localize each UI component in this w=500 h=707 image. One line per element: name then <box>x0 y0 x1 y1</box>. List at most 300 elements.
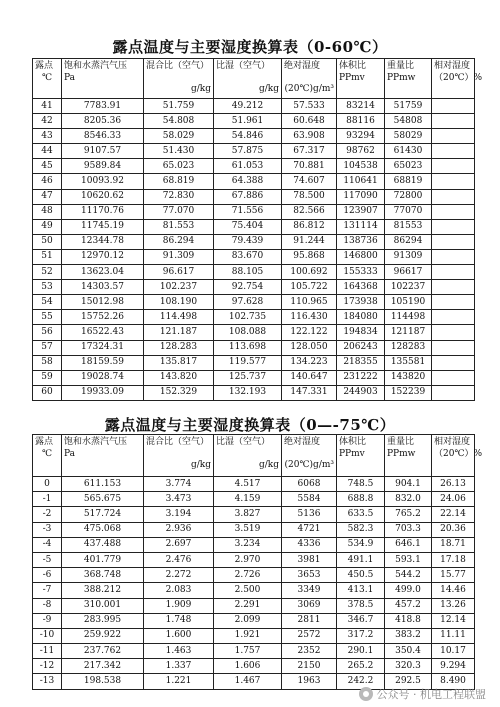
table-cell: 123907 <box>337 204 385 219</box>
table-cell: 63.908 <box>282 129 337 144</box>
table-cell: 265.2 <box>337 659 385 674</box>
table-cell: 10093.92 <box>62 174 144 189</box>
column-header <box>282 59 337 99</box>
table-cell: 9589.84 <box>62 159 144 174</box>
table-cell: 206243 <box>337 340 385 355</box>
table-cell: -13 <box>33 674 62 689</box>
table-cell: 61.053 <box>214 159 282 174</box>
table-cell: 65023 <box>385 159 432 174</box>
table-cell: 71.556 <box>214 204 282 219</box>
table1-title: 露点温度与主要湿度换算表（0-60℃） <box>112 38 388 56</box>
table-cell: 218355 <box>337 355 385 370</box>
table-cell: 83214 <box>337 99 385 114</box>
table-cell: 49.212 <box>214 99 282 114</box>
table-cell: 57.533 <box>282 99 337 114</box>
table-cell: 3653 <box>282 568 337 583</box>
table-cell: 8.490 <box>432 674 475 689</box>
table-cell: 2.272 <box>144 568 214 583</box>
column-header-name: 绝对湿度 <box>284 61 321 71</box>
table-cell: 100.692 <box>282 265 337 280</box>
column-header-name: 饱和水蒸汽气压 <box>64 61 128 71</box>
table-row <box>33 659 475 674</box>
table-cell: 9107.57 <box>62 144 144 159</box>
table-cell: -6 <box>33 568 62 583</box>
table-cell: 184080 <box>337 310 385 325</box>
table-cell: -1 <box>33 492 62 507</box>
table-cell: 4336 <box>282 537 337 552</box>
table-cell: 58029 <box>385 129 432 144</box>
table-cell: 54.808 <box>144 114 214 129</box>
table-cell: 108.088 <box>214 325 282 340</box>
table-cell: 11745.19 <box>62 219 144 234</box>
table-cell: 43 <box>33 129 62 144</box>
column-header-unit: ℃ <box>41 73 53 83</box>
table-cell: 67.317 <box>282 144 337 159</box>
table-cell <box>432 219 475 234</box>
table-cell: 18159.59 <box>62 355 144 370</box>
column-header <box>385 435 432 477</box>
table-cell: 4.517 <box>214 477 282 492</box>
table-cell: 114498 <box>385 310 432 325</box>
table-cell: 290.1 <box>337 644 385 659</box>
table-cell: 91309 <box>385 249 432 264</box>
table-cell: 121.187 <box>144 325 214 340</box>
table-cell <box>432 174 475 189</box>
table-cell: 457.2 <box>385 598 432 613</box>
table-cell: 68819 <box>385 174 432 189</box>
table-cell: 102.237 <box>144 280 214 295</box>
column-header-name: 饱和水蒸汽气压 <box>64 437 128 447</box>
table-cell: 11.11 <box>432 628 475 643</box>
table2-title: 露点温度与主要湿度换算表（0—-75℃） <box>104 416 396 434</box>
table-cell: 51 <box>33 249 62 264</box>
table-cell: 3.774 <box>144 477 214 492</box>
table-cell: 121187 <box>385 325 432 340</box>
table-cell: 2.500 <box>214 583 282 598</box>
table-row <box>33 507 475 522</box>
table-cell: 2.970 <box>214 552 282 567</box>
table-cell: -8 <box>33 598 62 613</box>
table-cell: 5584 <box>282 492 337 507</box>
table-cell: 95.868 <box>282 249 337 264</box>
column-header-name: 比湿（空气） <box>216 61 271 71</box>
table-cell: 244903 <box>337 385 385 400</box>
table-cell: 58.029 <box>144 129 214 144</box>
table-cell: 18.71 <box>432 537 475 552</box>
table-cell <box>432 129 475 144</box>
dewpoint-table-high <box>32 58 483 401</box>
table-cell: 2.697 <box>144 537 214 552</box>
table-cell: 79.439 <box>214 234 282 249</box>
table-cell: 292.5 <box>385 674 432 689</box>
table-cell: 65.023 <box>144 159 214 174</box>
column-header <box>144 435 214 477</box>
table-cell: 48 <box>33 204 62 219</box>
table-cell: -9 <box>33 613 62 628</box>
column-header-unit: PPmw <box>387 73 416 83</box>
table-cell: 113.698 <box>214 340 282 355</box>
table-cell: 2572 <box>282 628 337 643</box>
table-cell: 1.463 <box>144 644 214 659</box>
table-cell: 128.283 <box>144 340 214 355</box>
table-cell: 70.881 <box>282 159 337 174</box>
table-cell: 75.404 <box>214 219 282 234</box>
table-cell: 51.759 <box>144 99 214 114</box>
column-header-unit: Pa <box>64 73 76 83</box>
column-header <box>33 59 62 99</box>
table-cell: 418.8 <box>385 613 432 628</box>
table-cell: 544.2 <box>385 568 432 583</box>
table-row <box>33 219 475 234</box>
table-cell: 61430 <box>385 144 432 159</box>
table-cell: 132.193 <box>214 385 282 400</box>
table-cell: 53 <box>33 280 62 295</box>
table-cell: 242.2 <box>337 674 385 689</box>
table-row <box>33 355 475 370</box>
column-header-unit: (20℃)g/m³ <box>284 460 334 470</box>
table-cell: 143.820 <box>144 370 214 385</box>
table-row <box>33 583 475 598</box>
table-cell: 93294 <box>337 129 385 144</box>
table-cell: 91.309 <box>144 249 214 264</box>
column-header-unit: ℃ <box>41 449 53 459</box>
wechat-icon <box>359 687 373 701</box>
table-cell: -12 <box>33 659 62 674</box>
table-cell: 1.606 <box>214 659 282 674</box>
table-cell: 22.14 <box>432 507 475 522</box>
table-row <box>33 280 475 295</box>
table-row <box>33 537 475 552</box>
table-cell: 152.329 <box>144 385 214 400</box>
table-cell: 77.070 <box>144 204 214 219</box>
table-cell: 517.724 <box>62 507 144 522</box>
table-row <box>33 325 475 340</box>
column-header <box>282 435 337 477</box>
column-header-unit: g/kg <box>190 460 211 470</box>
table-cell <box>432 99 475 114</box>
column-header-unit: g/kg <box>190 84 211 94</box>
table-cell: -7 <box>33 583 62 598</box>
table-cell: 98762 <box>337 144 385 159</box>
table-cell <box>432 265 475 280</box>
watermark <box>359 686 487 702</box>
column-header-name: 混合比（空气） <box>146 61 210 71</box>
table-cell: 3.234 <box>214 537 282 552</box>
table-row <box>33 598 475 613</box>
table-cell: 147.331 <box>282 385 337 400</box>
table-cell: 88.105 <box>214 265 282 280</box>
table-cell: 231222 <box>337 370 385 385</box>
table-cell: 86.812 <box>282 219 337 234</box>
table-cell <box>432 280 475 295</box>
table-cell: 86.294 <box>144 234 214 249</box>
table-cell <box>432 204 475 219</box>
table-cell: 50 <box>33 234 62 249</box>
table-row <box>33 129 475 144</box>
table-cell: 86294 <box>385 234 432 249</box>
table-cell: 97.628 <box>214 295 282 310</box>
table-cell: 135.817 <box>144 355 214 370</box>
table-cell: 1.600 <box>144 628 214 643</box>
table-cell <box>432 159 475 174</box>
table-cell: 2.083 <box>144 583 214 598</box>
table-cell: 119.577 <box>214 355 282 370</box>
table-cell: 2811 <box>282 613 337 628</box>
table-cell: 72800 <box>385 189 432 204</box>
table-cell: 60.648 <box>282 114 337 129</box>
table-row <box>33 370 475 385</box>
table-cell: 17324.31 <box>62 340 144 355</box>
table-cell: 51759 <box>385 99 432 114</box>
table-row <box>33 265 475 280</box>
table-cell: -10 <box>33 628 62 643</box>
table-cell: 499.0 <box>385 583 432 598</box>
table-cell: 3981 <box>282 552 337 567</box>
table-row <box>33 189 475 204</box>
table-cell: 2.726 <box>214 568 282 583</box>
table-cell: 765.2 <box>385 507 432 522</box>
column-header <box>432 435 483 477</box>
table-cell: 77070 <box>385 204 432 219</box>
table-row <box>33 99 475 114</box>
table-row <box>33 568 475 583</box>
table-cell: 104538 <box>337 159 385 174</box>
table-cell: 1.337 <box>144 659 214 674</box>
table-cell: 67.886 <box>214 189 282 204</box>
table-cell: 688.8 <box>337 492 385 507</box>
table-row <box>33 340 475 355</box>
column-header-unit: (20℃)g/m³ <box>284 84 334 94</box>
column-header-unit: （20℃）% <box>434 449 483 459</box>
table-cell: 2.099 <box>214 613 282 628</box>
table-cell <box>432 249 475 264</box>
table-cell: 68.819 <box>144 174 214 189</box>
table-cell: 283.995 <box>62 613 144 628</box>
table-cell: 16522.43 <box>62 325 144 340</box>
table-cell: 3069 <box>282 598 337 613</box>
table-cell <box>432 385 475 400</box>
table-row <box>33 310 475 325</box>
table-cell: 8546.33 <box>62 129 144 144</box>
table-cell: 55 <box>33 310 62 325</box>
table-cell: 1.221 <box>144 674 214 689</box>
table-cell: 143820 <box>385 370 432 385</box>
table-cell: 155333 <box>337 265 385 280</box>
table-row <box>33 613 475 628</box>
table-cell: 114.498 <box>144 310 214 325</box>
table-cell: 198.538 <box>62 674 144 689</box>
table-cell: 9.294 <box>432 659 475 674</box>
column-header-name: 体积比 <box>339 437 367 447</box>
table-cell: 52 <box>33 265 62 280</box>
table-cell: 72.830 <box>144 189 214 204</box>
table-cell: 96.617 <box>144 265 214 280</box>
table-row <box>33 249 475 264</box>
column-header <box>144 59 214 99</box>
table-cell: 152239 <box>385 385 432 400</box>
table-row <box>33 477 475 492</box>
table-cell: 15012.98 <box>62 295 144 310</box>
table-cell: 105.722 <box>282 280 337 295</box>
column-header <box>337 59 385 99</box>
column-header-name: 露点 <box>35 437 54 447</box>
table-cell: 565.675 <box>62 492 144 507</box>
table-cell: 12.14 <box>432 613 475 628</box>
table-cell: 41 <box>33 99 62 114</box>
column-header <box>337 435 385 477</box>
table-row <box>33 234 475 249</box>
table-cell: 593.1 <box>385 552 432 567</box>
table-cell: 131114 <box>337 219 385 234</box>
table-cell: 78.500 <box>282 189 337 204</box>
table-cell: 116.430 <box>282 310 337 325</box>
table-cell: 128283 <box>385 340 432 355</box>
table-cell <box>432 234 475 249</box>
table-cell: 19933.09 <box>62 385 144 400</box>
table-cell: -4 <box>33 537 62 552</box>
table-cell: 1963 <box>282 674 337 689</box>
table-cell <box>432 189 475 204</box>
watermark-text: 公众号 · 机电工程联盟 <box>376 688 486 701</box>
column-header-unit: PPmw <box>387 449 416 459</box>
table-cell: 81.553 <box>144 219 214 234</box>
table-cell: 20.36 <box>432 522 475 537</box>
table-cell <box>432 310 475 325</box>
table-cell: 12970.12 <box>62 249 144 264</box>
table-cell: 42 <box>33 114 62 129</box>
table-cell: 96617 <box>385 265 432 280</box>
table-cell: 3.473 <box>144 492 214 507</box>
table-cell: 2352 <box>282 644 337 659</box>
table2-header-row <box>33 435 475 477</box>
column-header-name: 混合比（空气） <box>146 437 210 447</box>
table-cell: 1.909 <box>144 598 214 613</box>
table-cell: 2150 <box>282 659 337 674</box>
column-header-name: 体积比 <box>339 61 367 71</box>
column-header-name: 重量比 <box>387 437 415 447</box>
table-cell: 401.779 <box>62 552 144 567</box>
table2-body <box>33 477 475 690</box>
column-header <box>214 435 282 477</box>
table-cell: 378.5 <box>337 598 385 613</box>
table-cell: 14.46 <box>432 583 475 598</box>
table-cell: -11 <box>33 644 62 659</box>
table-cell <box>432 370 475 385</box>
table-cell: 5136 <box>282 507 337 522</box>
table-cell: 74.607 <box>282 174 337 189</box>
table-row <box>33 522 475 537</box>
table-cell: 1.921 <box>214 628 282 643</box>
column-header-unit: g/kg <box>258 84 279 94</box>
table-cell: 8205.36 <box>62 114 144 129</box>
table-row <box>33 144 475 159</box>
table-cell <box>432 144 475 159</box>
table-cell: 92.754 <box>214 280 282 295</box>
table-cell: 13623.04 <box>62 265 144 280</box>
table-row <box>33 385 475 400</box>
table-cell: 10.17 <box>432 644 475 659</box>
table-cell: 582.3 <box>337 522 385 537</box>
table-cell: 140.647 <box>282 370 337 385</box>
table1-header-row <box>33 59 475 99</box>
table-cell: 15752.26 <box>62 310 144 325</box>
table-cell: 135581 <box>385 355 432 370</box>
column-header-unit: PPmv <box>339 73 365 83</box>
column-header-unit: PPmv <box>339 449 365 459</box>
column-header <box>214 59 282 99</box>
table-cell: 3.194 <box>144 507 214 522</box>
column-header <box>33 435 62 477</box>
table-cell <box>432 114 475 129</box>
table-cell <box>432 355 475 370</box>
table-cell: 475.068 <box>62 522 144 537</box>
table-cell: 832.0 <box>385 492 432 507</box>
column-header-unit: （20℃）% <box>434 73 483 83</box>
table-cell: 310.001 <box>62 598 144 613</box>
table-cell: 7783.91 <box>62 99 144 114</box>
table-cell: 1.757 <box>214 644 282 659</box>
table-cell: 350.4 <box>385 644 432 659</box>
table-cell: 91.244 <box>282 234 337 249</box>
table-cell: 15.77 <box>432 568 475 583</box>
table-cell: 633.5 <box>337 507 385 522</box>
table-cell: 44 <box>33 144 62 159</box>
table-cell: 388.212 <box>62 583 144 598</box>
table-cell: 54.846 <box>214 129 282 144</box>
table-cell: 2.476 <box>144 552 214 567</box>
table-cell: 2.936 <box>144 522 214 537</box>
column-header <box>385 59 432 99</box>
table-cell: 26.13 <box>432 477 475 492</box>
table-cell: 259.922 <box>62 628 144 643</box>
table-cell <box>432 325 475 340</box>
column-header <box>62 435 144 477</box>
table-cell: 122.122 <box>282 325 337 340</box>
column-header-name: 绝对湿度 <box>284 437 321 447</box>
table-row <box>33 628 475 643</box>
table-cell: 904.1 <box>385 477 432 492</box>
table-cell: 54808 <box>385 114 432 129</box>
table-cell: 13.26 <box>432 598 475 613</box>
table-row <box>33 552 475 567</box>
table-cell: 47 <box>33 189 62 204</box>
table-cell: 3.519 <box>214 522 282 537</box>
table-cell: 59 <box>33 370 62 385</box>
table-cell: 45 <box>33 159 62 174</box>
table-cell: 81553 <box>385 219 432 234</box>
table-cell: -3 <box>33 522 62 537</box>
table-cell: 24.06 <box>432 492 475 507</box>
table-cell: 1.467 <box>214 674 282 689</box>
table-cell: 110.965 <box>282 295 337 310</box>
table-cell: 491.1 <box>337 552 385 567</box>
table-cell: 128.050 <box>282 340 337 355</box>
table-cell: 125.737 <box>214 370 282 385</box>
table-cell: 413.1 <box>337 583 385 598</box>
column-header-name: 相对湿度 <box>434 61 471 71</box>
table-cell: 217.342 <box>62 659 144 674</box>
table-cell: 57.875 <box>214 144 282 159</box>
table-cell: -5 <box>33 552 62 567</box>
table-cell: 437.488 <box>62 537 144 552</box>
table1-body <box>33 99 475 401</box>
table-cell: 102.735 <box>214 310 282 325</box>
table-cell: 83.670 <box>214 249 282 264</box>
table-cell: 108.190 <box>144 295 214 310</box>
table-cell: 6068 <box>282 477 337 492</box>
table-cell: 10620.62 <box>62 189 144 204</box>
table-cell: 138736 <box>337 234 385 249</box>
